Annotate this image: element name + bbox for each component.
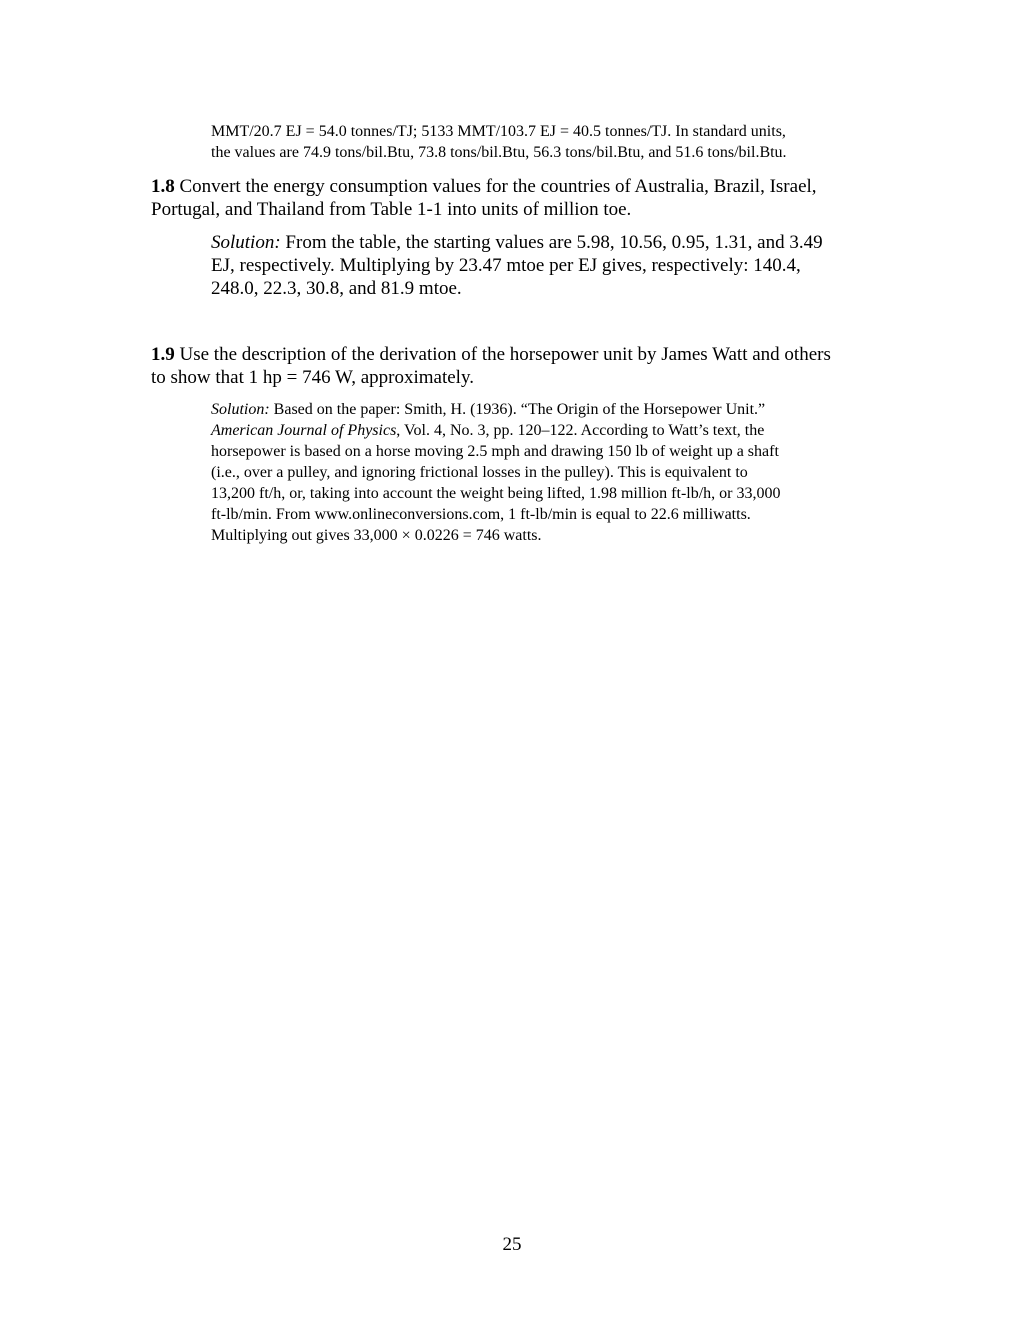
solution-line: Multiplying out gives 33,000 × 0.0226 = 746 watts.: [211, 527, 542, 544]
solution-line: (i.e., over a pulley, and ignoring frictional losses in the pulley). This is equivalent to: [211, 464, 748, 481]
solution-line: 248.0, 22.3, 30.8, and 81.9 mtoe.: [211, 278, 462, 299]
solution-text: From the table, the starting values are 5.98, 10.56, 0.95, 1.31, and 3.49: [280, 232, 823, 253]
problem-line: [151, 175, 881, 198]
solution-line: 13,200 ft/h, or, taking into account the weight being lifted, 1.98 million ft-lb/h, or 33,000: [211, 485, 781, 502]
problem-line: [151, 343, 881, 366]
page-number: 25: [502, 1234, 522, 1255]
continuation-line: the values are 74.9 tons/bil.Btu, 73.8 tons/bil.Btu, 56.3 tons/bil.Btu, and 51.6 tons/bil.Btu.: [211, 144, 787, 161]
solution-line: [211, 399, 881, 420]
solution-line: ft-lb/min. From www.onlineconversions.com, 1 ft-lb/min is equal to 22.6 milliwatts.: [211, 506, 751, 523]
solution-text: Based on the paper: Smith, H. (1936). “The Origin of the Horsepower Unit.”: [269, 401, 766, 418]
solution-1-9: [211, 399, 881, 546]
solution-text: , Vol. 4, No. 3, pp. 120–122. According to Watt’s text, the: [396, 422, 765, 439]
solution-line: EJ, respectively. Multiplying by 23.47 mtoe per EJ gives, respectively: 140.4,: [211, 255, 801, 276]
problem-line: Portugal, and Thailand from Table 1-1 into units of million toe.: [151, 199, 632, 220]
problem-text: Convert the energy consumption values for the countries of Australia, Brazil, Israel,: [174, 176, 817, 197]
solution-label: Solution:: [211, 401, 270, 418]
problem-number: 1.8: [151, 176, 175, 197]
problem-number: 1.9: [151, 344, 175, 365]
solution-line: [211, 231, 851, 254]
solution-label: Solution:: [211, 232, 281, 253]
continuation-line: MMT/20.7 EJ = 54.0 tonnes/TJ; 5133 MMT/103.7 EJ = 40.5 tonnes/TJ. In standard units,: [211, 123, 786, 140]
problem-text: Use the description of the derivation of the horsepower unit by James Watt and others: [174, 344, 831, 365]
problem-1-8: [151, 175, 881, 221]
solution-1-8: [211, 231, 851, 300]
solution-line: horsepower is based on a horse moving 2.5 mph and drawing 150 lb of weight up a shaft: [211, 443, 779, 460]
problem-1-9: [151, 343, 881, 389]
problem-line: to show that 1 hp = 746 W, approximately.: [151, 367, 474, 388]
solution-line: [211, 420, 881, 441]
continuation-text: [211, 121, 881, 163]
journal-title: American Journal of Physics: [211, 422, 397, 439]
